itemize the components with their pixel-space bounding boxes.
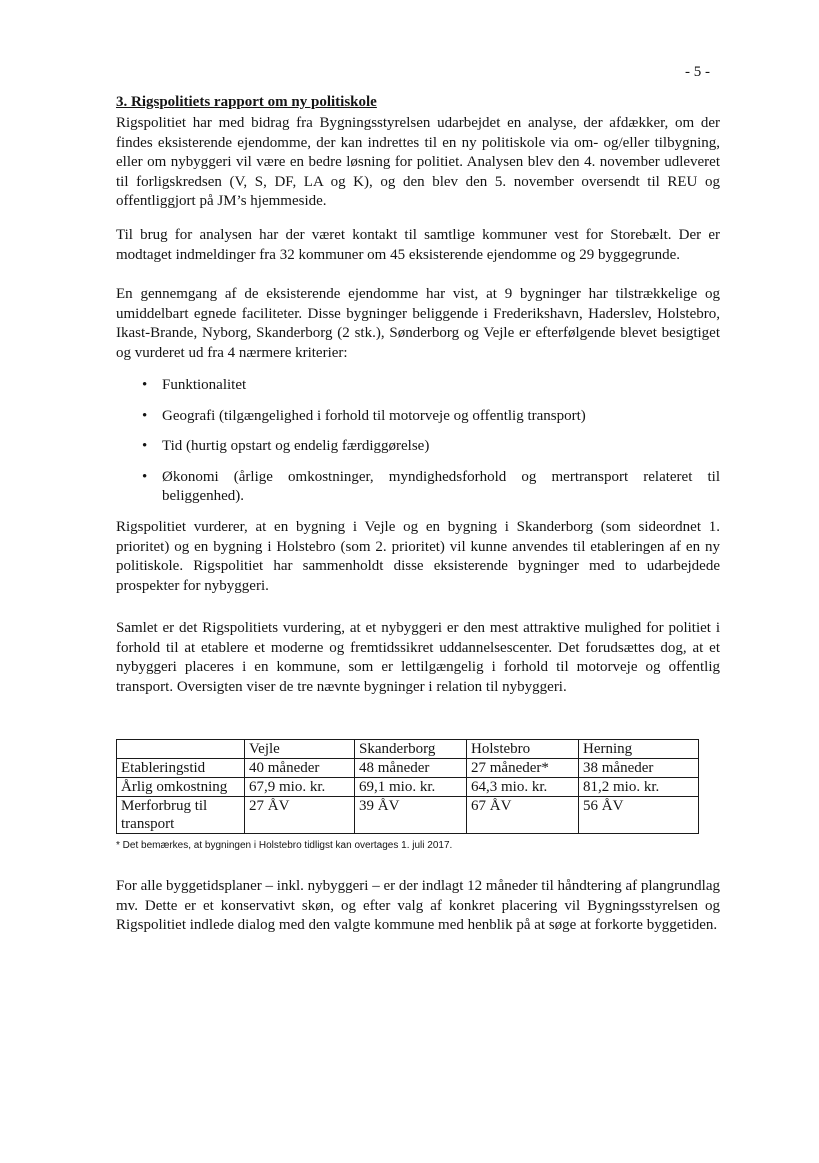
table-cell: 81,2 mio. kr.: [579, 778, 699, 797]
paragraph-conclusion: Samlet er det Rigspolitiets vurdering, at et nybyggeri er den mest attraktive mulighed for politiet i forhold til at etablere et moderne og fremtidssikret uddannelsescenter. Det forudsættes dog, at et nybyggeri placeres i en kommune, som er lettilgængelig i forhold til motorveje og offentlig transport. Oversigten viser de tre nævnte bygninger i relation til nybyggeri.: [116, 620, 720, 695]
table-cell: 38 måneder: [579, 759, 699, 778]
table-row: [117, 740, 699, 759]
list-item: • Geografi (tilgængelighed i forhold til motorveje og offentlig transport): [142, 407, 586, 424]
table-cell: 40 måneder: [245, 759, 355, 778]
list-item: • Funktionalitet: [142, 377, 247, 393]
table-cell: Merforbrug til transport: [117, 797, 245, 834]
table-cell: 67 ÅV: [467, 797, 579, 834]
criteria-list: [116, 376, 720, 518]
section-heading: 3. Rigspolitiets rapport om ny politiskole: [116, 94, 377, 110]
table-cell: Herning: [579, 740, 699, 759]
table-row: [117, 778, 699, 797]
page-number: - 5 -: [685, 64, 710, 80]
table-cell: Vejle: [245, 740, 355, 759]
paragraph-analysis: Rigspolitiet har med bidrag fra Bygningsstyrelsen udarbejdet en analyse, der afdækker, om der findes eksisterende ejendomme, der kan indrettes til en ny politiskole via om- og/eller tilbygning, eller om nybyggeri vil være en bedre løsning for politiet. Analysen blev den 4. november udleveret til forligskredsen (V, S, DF, LA og K), og den blev den 5. november oversendt til REU og offentliggjort på JM’s hjemmeside.: [116, 115, 720, 209]
table-cell: Holstebro: [467, 740, 579, 759]
table-cell: [117, 740, 245, 759]
table-footnote: * Det bemærkes, at bygningen i Holstebro tidligst kan overtages 1. juli 2017.: [116, 840, 453, 851]
paragraph-assessment: Rigspolitiet vurderer, at en bygning i Vejle og en bygning i Skanderborg (som sideordnet 1. prioritet) og en bygning i Holstebro (som 2. prioritet) vil kunne anvendes til etableringen af en ny politiskole. Rigspolitiet har sammenholdt disse eksisterende bygninger med to udarbejdede prospekter for nybyggeri.: [116, 519, 720, 594]
paragraph-timelines: For alle byggetidsplaner – inkl. nybyggeri – er der indlagt 12 måneder til håndtering af plangrundlag mv. Dette er et konservativt skøn, og efter valg af konkret placering vil Bygningsstyrelsen og Rigspolitiet indlede dialog med den valgte kommune med henblik på at søge at forkorte byggetiden.: [116, 878, 720, 933]
table-cell: 39 ÅV: [355, 797, 467, 834]
table-cell: 27 måneder*: [467, 759, 579, 778]
paragraph-municipalities: Til brug for analysen har der været kontakt til samtlige kommuner vest for Storebælt. Der er modtaget indmeldinger fra 32 kommuner om 45 eksisterende ejendomme og 29 byggegrunde.: [116, 227, 720, 263]
table-cell: 67,9 mio. kr.: [245, 778, 355, 797]
table-row: [117, 759, 699, 778]
table-cell: 48 måneder: [355, 759, 467, 778]
table-cell: 56 ÅV: [579, 797, 699, 834]
list-item: • Tid (hurtig opstart og endelig færdiggørelse): [142, 438, 430, 454]
paragraph-review: En gennemgang af de eksisterende ejendomme har vist, at 9 bygninger har tilstrækkelige og umiddelbart egnede faciliteter. Disse bygninger beliggende i Frederikshavn, Haderslev, Holstebro, Ikast-Brande, Nyborg, Skanderborg (2 stk.), Sønderborg og Vejle er efterfølgende blevet besigtiget og vurderet ud fra 4 nærmere kriterier:: [116, 286, 720, 361]
list-item: • Økonomi (årlige omkostninger, myndighedsforhold og mertransport relateret til beliggenhed).: [142, 468, 720, 504]
table-cell: Årlig omkostning: [117, 778, 245, 797]
table-cell: 64,3 mio. kr.: [467, 778, 579, 797]
table-cell: Skanderborg: [355, 740, 467, 759]
comparison-table: [116, 739, 699, 834]
table-cell: Etableringstid: [117, 759, 245, 778]
table-row: [117, 797, 699, 834]
table-cell: 27 ÅV: [245, 797, 355, 834]
table-cell: 69,1 mio. kr.: [355, 778, 467, 797]
